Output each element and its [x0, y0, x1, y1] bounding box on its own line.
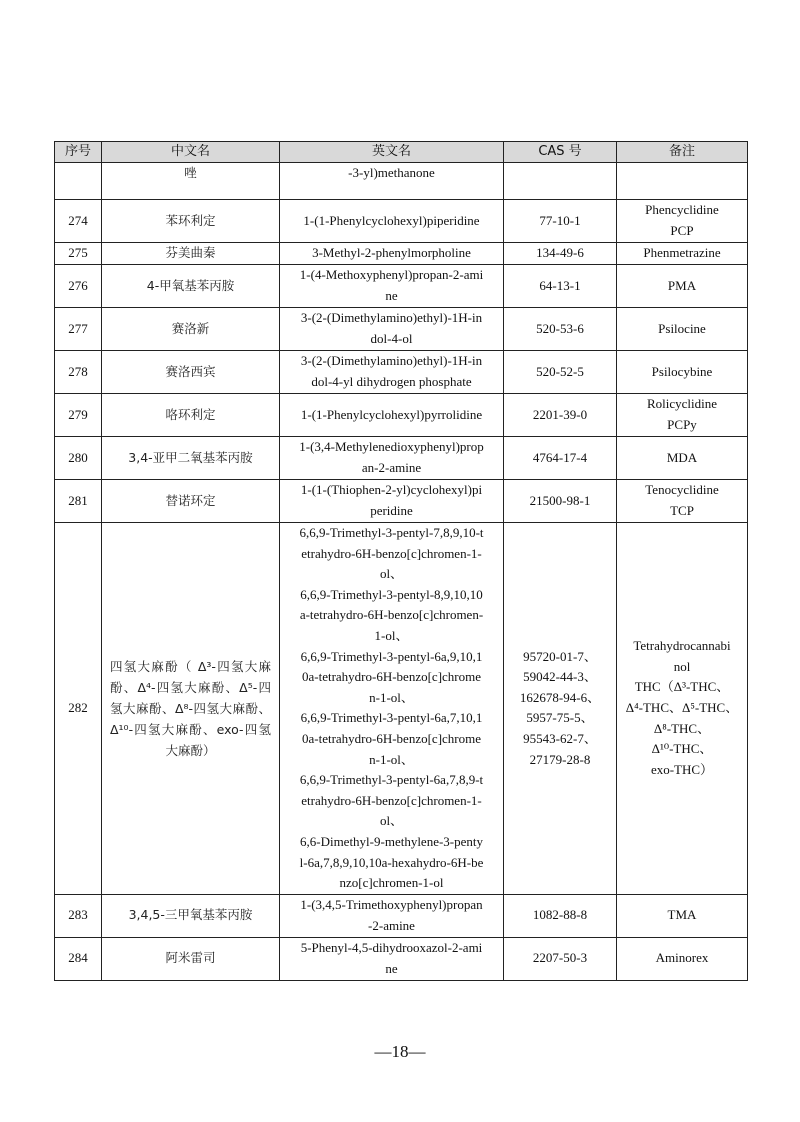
cell-line: 5957-75-5、: [526, 710, 594, 726]
cell-line: 3-(2-(Dimethylamino)ethyl)-1H-in: [300, 353, 483, 369]
cell-line: 59042-44-3、: [523, 669, 597, 685]
cell-line: 6,6,9-Trimethyl-3-pentyl-7,8,9,10-t: [299, 525, 484, 540]
cell-line: 95543-62-7、: [523, 730, 597, 746]
cell-line: Tenocyclidine: [645, 482, 719, 498]
table-row: [55, 937, 748, 980]
table-row-continuation: [55, 163, 748, 200]
cell-line: 95720-01-7、: [523, 648, 597, 664]
table-row: [55, 243, 748, 265]
cell-remarks: [617, 200, 748, 243]
cell-line: 520-52-5: [536, 363, 584, 379]
cell-line: ol、: [379, 813, 404, 829]
table-row: [55, 894, 748, 937]
cell-line: ne: [385, 288, 398, 303]
cell-remarks: [617, 937, 748, 980]
cell-line: THC（Δ³-THC、: [634, 679, 730, 695]
table-row: [55, 200, 748, 243]
cell-line: peridine: [370, 503, 413, 518]
cell-line: 1-(3,4-Methylenedioxyphenyl)prop: [299, 439, 484, 455]
cell-line: l-6a,7,8,9,10,10a-hexahydro-6H-be: [299, 854, 484, 870]
header-serial-number: 序号: [55, 142, 102, 163]
cell-line: Phenmetrazine: [643, 245, 721, 261]
cell-chinese-name: 3,4-亚甲二氧基苯丙胺: [102, 437, 280, 480]
cell-cas-number: [504, 480, 617, 523]
cell-line: Psilocybine: [651, 363, 713, 379]
cell-line: 27179-28-8: [529, 751, 591, 767]
header-english-name: 英文名: [280, 142, 504, 163]
cell-line: PCP: [670, 223, 694, 238]
cell-line: 21500-98-1: [529, 492, 591, 508]
cell-chinese-name: 四氢大麻酚（ Δ³-四氢大麻酚、Δ⁴-四氢大麻酚、Δ⁵-四氢大麻酚、Δ⁸-四氢大麻酚、Δ¹⁰-四氢大麻酚、exo-四氢大麻酚）: [102, 523, 280, 895]
cell-line: Psilocine: [658, 320, 706, 336]
cell-line: TMA: [667, 907, 697, 923]
cell-english-name: [280, 437, 504, 480]
cell-line: PMA: [667, 277, 697, 293]
cell-line: 1-(1-Phenylcyclohexyl)piperidine: [303, 212, 480, 228]
cell-line: Δ¹⁰-THC、: [651, 741, 713, 757]
cell-chinese-name: 4-甲氧基苯丙胺: [102, 265, 280, 308]
cell-serial-number: 275: [55, 243, 102, 265]
cell-line: dol-4-yl dihydrogen phosphate: [311, 374, 472, 389]
table-row: [55, 437, 748, 480]
cell-chinese-name: 芬美曲秦: [102, 243, 280, 265]
cell-line: Rolicyclidine: [646, 396, 718, 412]
cell-line: 1-ol、: [374, 627, 409, 643]
cell-cas-number: [504, 265, 617, 308]
cell-english-name: [280, 894, 504, 937]
cell-english-name: [280, 265, 504, 308]
cell-line: 6,6-Dimethyl-9-methylene-3-penty: [299, 833, 484, 849]
cell-line: 1-(1-Phenylcyclohexyl)pyrrolidine: [300, 406, 483, 422]
cell-cas-number: [504, 351, 617, 394]
header-chinese-name: 中文名: [102, 142, 280, 163]
cell-line: Δ⁸-THC、: [653, 720, 711, 736]
header-remarks: 备注: [617, 142, 748, 163]
cell-remarks: [617, 351, 748, 394]
cell-remarks: [617, 437, 748, 480]
cell-cas-number: [504, 308, 617, 351]
cell-line: 1-(1-(Thiophen-2-yl)cyclohexyl)pi: [300, 482, 483, 498]
cell-english-name: [280, 937, 504, 980]
cell-line: 6,6,9-Trimethyl-3-pentyl-8,9,10,10: [300, 586, 483, 602]
cell-line: 162678-94-6、: [519, 689, 601, 705]
cell-remarks: [617, 894, 748, 937]
cell-line: 6,6,9-Trimethyl-3-pentyl-6a,7,10,1: [300, 710, 483, 726]
cell-chinese-name: 替诺环定: [102, 480, 280, 523]
cell-cas-number: [504, 523, 617, 895]
cell-line: 2207-50-3: [532, 950, 588, 966]
cell-line: 6,6,9-Trimethyl-3-pentyl-6a,9,10,1: [300, 648, 483, 664]
header-cas-number: CAS 号: [504, 142, 617, 163]
cell-line: nzo[c]chromen-1-ol: [339, 875, 444, 891]
cell-cas-number: [504, 894, 617, 937]
cell-english-name: [280, 394, 504, 437]
cell-line: -2-amine: [368, 917, 415, 933]
cell-line: exo-THC）: [650, 761, 714, 777]
cell-line: 0a-tetrahydro-6H-benzo[c]chrome: [301, 730, 482, 746]
table-row: [55, 523, 748, 895]
cell-chinese-name: 咯环利定: [102, 394, 280, 437]
cell-chinese-name: 3,4,5-三甲氧基苯丙胺: [102, 894, 280, 937]
cell-cas-number: [504, 394, 617, 437]
cell-serial-number: [55, 163, 102, 200]
cell-serial-number: 279: [55, 394, 102, 437]
table-row: [55, 308, 748, 351]
cell-remarks: [617, 243, 748, 265]
cell-line: 4764-17-4: [532, 449, 588, 465]
cell-serial-number: 280: [55, 437, 102, 480]
cell-line: ol、: [379, 566, 404, 582]
cell-line: 6,6,9-Trimethyl-3-pentyl-6a,7,8,9-t: [299, 772, 484, 788]
cell-line: TCP: [670, 503, 694, 518]
cell-line: a-tetrahydro-6H-benzo[c]chromen-: [299, 607, 484, 623]
cell-chinese-name: 赛洛新: [102, 308, 280, 351]
cell-english-name: [280, 200, 504, 243]
page-number: —18—: [374, 1042, 426, 1061]
table-header-row: [55, 142, 748, 163]
cell-english-name: [280, 243, 504, 265]
cell-line: Aminorex: [655, 950, 709, 966]
cell-cas-number: [504, 163, 617, 200]
cell-line: 3-Methyl-2-phenylmorpholine: [312, 245, 471, 261]
cell-serial-number: 281: [55, 480, 102, 523]
cell-serial-number: 278: [55, 351, 102, 394]
cell-line: 520-53-6: [536, 320, 584, 336]
cell-line: an-2-amine: [361, 460, 422, 475]
substance-table: [54, 141, 748, 981]
cell-line: etrahydro-6H-benzo[c]chromen-1-: [301, 792, 482, 808]
cell-line: 1082-88-8: [532, 907, 588, 923]
cell-line: Δ⁴-THC、Δ⁵-THC、: [625, 700, 739, 716]
cell-line: 1-(3,4,5-Trimethoxyphenyl)propan: [300, 897, 483, 913]
cell-line: 64-13-1: [539, 277, 581, 293]
cell-serial-number: 276: [55, 265, 102, 308]
cell-remarks: [617, 163, 748, 200]
cell-english-name: [280, 480, 504, 523]
cell-chinese-name: 唑: [102, 163, 280, 200]
cell-cas-number: [504, 937, 617, 980]
cell-serial-number: 277: [55, 308, 102, 351]
cell-line: 5-Phenyl-4,5-dihydrooxazol-2-ami: [300, 940, 483, 956]
cell-line: MDA: [666, 449, 698, 465]
cell-line: dol-4-ol: [370, 331, 413, 346]
cell-line: n-1-ol、: [369, 751, 414, 767]
cell-line: PCPy: [667, 417, 697, 432]
cell-line: 2201-39-0: [532, 406, 588, 422]
cell-line: nol: [673, 658, 691, 674]
cell-cas-number: [504, 243, 617, 265]
table-row: [55, 351, 748, 394]
table-row: [55, 480, 748, 523]
cell-line: 134-49-6: [536, 245, 584, 261]
cell-line: 3-(2-(Dimethylamino)ethyl)-1H-in: [300, 310, 483, 326]
cell-cas-number: [504, 200, 617, 243]
cell-line: 0a-tetrahydro-6H-benzo[c]chrome: [301, 669, 482, 685]
cell-line: Tetrahydrocannabi: [633, 638, 731, 654]
cell-line: etrahydro-6H-benzo[c]chromen-1-: [301, 545, 482, 561]
cell-line: ne: [385, 960, 398, 976]
cell-line: Phencyclidine: [645, 202, 719, 218]
cell-remarks: [617, 480, 748, 523]
cell-line: 1-(4-Methoxyphenyl)propan-2-ami: [299, 267, 484, 283]
cell-remarks: [617, 523, 748, 895]
table-row: [55, 265, 748, 308]
cell-chinese-name: 阿米雷司: [102, 937, 280, 980]
cell-english-name: -3-yl)methanone: [280, 163, 504, 200]
cell-line: n-1-ol、: [369, 689, 414, 705]
cell-remarks: [617, 308, 748, 351]
cell-serial-number: 283: [55, 894, 102, 937]
cell-serial-number: 274: [55, 200, 102, 243]
cell-chinese-name: 赛洛西宾: [102, 351, 280, 394]
cell-serial-number: 282: [55, 523, 102, 895]
cell-english-name: [280, 308, 504, 351]
cell-chinese-name: 苯环利定: [102, 200, 280, 243]
cell-line: 77-10-1: [539, 212, 581, 228]
table-row: [55, 394, 748, 437]
cell-remarks: [617, 265, 748, 308]
cell-serial-number: 284: [55, 937, 102, 980]
cell-cas-number: [504, 437, 617, 480]
cell-english-name: [280, 351, 504, 394]
cell-english-name: [280, 523, 504, 895]
cell-remarks: [617, 394, 748, 437]
